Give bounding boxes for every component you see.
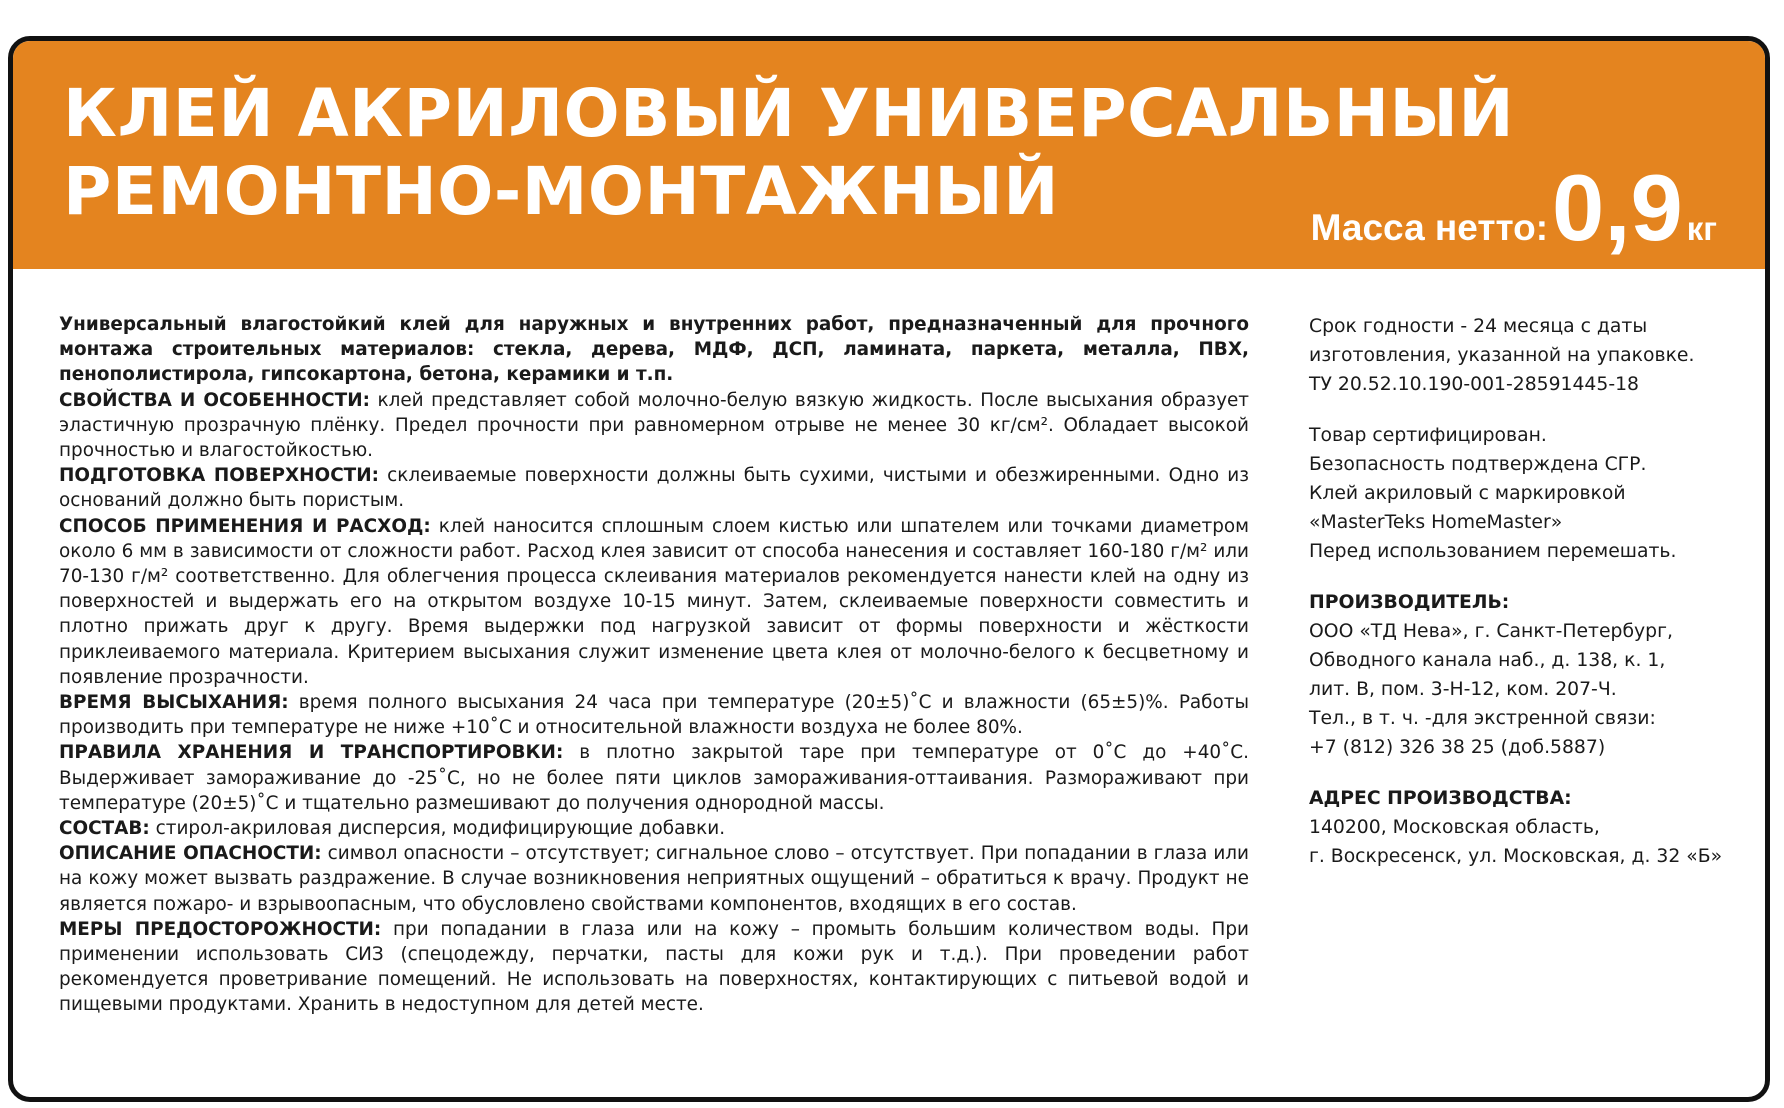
description-intro: Универсальный влагостойкий клей для наружных и внутренних работ, предназначенный для прочного монтажа строительных материалов: стекла, дерева, МДФ, ДСП, ламината, паркета, металла, ПВХ, пенополистирола, гипсокартона, бетона, керамики и т.п.: [59, 314, 1249, 386]
production-address-line-2: г. Воскресенск, ул. Московская, д. 32 «Б»: [1309, 846, 1723, 867]
spacer: [1309, 762, 1739, 784]
section-text: склеиваемые поверхности должны быть сухими, чистыми и обезжиренными. Одно из оснований должно быть пористым.: [59, 465, 1249, 512]
section-text: стирол-акриловая дисперсия, модифицирующие добавки.: [149, 818, 726, 840]
section-storage: [59, 740, 1249, 816]
section-text: клей представляет собой молочно-белую вязкую жидкость. После высыхания образует эластичную прозрачную плёнку. Предел прочности при равномерном отрыве не менее 30 кг/см². Обладает высокой прочностью и влагостойкостью.: [59, 389, 1249, 462]
product-title: [63, 75, 1514, 231]
net-mass-label: Масса нетто:: [1310, 207, 1549, 248]
section-text: время полного высыхания 24 часа при температуре (20±5)˚С и влажности (65±5)%. Работы производить при температуре не ниже +10˚С и относительной влажности воздуха не более 80%.: [59, 692, 1249, 739]
cert-line-3: Клей акриловый с маркировкой: [1309, 483, 1626, 504]
section-heading: СОСТАВ:: [59, 818, 150, 840]
section-composition: [59, 816, 1249, 841]
section-text: при попадании в глаза или на кожу – промыть большим количеством воды. При применении использовать СИЗ (спецодежду, перчатки, пасты для кожи рук и т.д.). При проведении работ рекомендуется проветривание помещений. Не использовать на поверхностях, контактирующих с питьевой водой и пищевыми продуктами. Хранить в недоступном для детей месте.: [59, 918, 1250, 1016]
production-address-line-1: 140200, Московская область,: [1309, 817, 1600, 838]
net-mass: [1310, 155, 1717, 260]
net-mass-value: 0,9: [1552, 155, 1683, 260]
manufacturer-line-1: ООО «ТД Нева», г. Санкт-Петербург,: [1309, 621, 1673, 642]
section-hazard: [59, 841, 1249, 917]
section-text: в плотно закрытой таре при температуре от 0˚С до +40˚С. Выдерживает замораживание до -25˚С, но не более пяти циклов замораживания-оттаивания. Размораживают при температуре (20±5)˚С и тщательно размешивают до получения однородной массы.: [59, 742, 1249, 814]
product-label: [8, 36, 1770, 1102]
section-heading: ОПИСАНИЕ ОПАСНОСТИ:: [59, 843, 322, 865]
manufacturer-line-4: Тел., в т. ч. -для экстренной связи:: [1309, 708, 1656, 729]
section-text: символ опасности – отсутствует; сигнальное слово – отсутствует. При попадании в глаза или на кожу может вызвать раздражение. В случае возникновения неприятных ощущений – обратиться к врачу. Продукт не является пожаро- и взрывоопасным, что обусловлено свойствами компонентов, входящих в его состав.: [59, 843, 1249, 915]
manufacturer-phone: +7 (812) 326 38 25 (доб.5887): [1309, 737, 1606, 758]
manufacturer-line-2: Обводного канала наб., д. 138, к. 1,: [1309, 650, 1666, 671]
shelf-life-line-1: Срок годности - 24 месяца с даты: [1309, 316, 1648, 337]
net-mass-unit: кг: [1686, 210, 1717, 247]
section-precautions: [59, 917, 1249, 1018]
section-properties: [59, 388, 1249, 464]
section-heading: ПРАВИЛА ХРАНЕНИЯ И ТРАНСПОРТИРОВКИ:: [59, 742, 564, 764]
production-address-heading: АДРЕС ПРОИЗВОДСТВА:: [1309, 788, 1572, 809]
section-heading: ВРЕМЯ ВЫСЫХАНИЯ:: [59, 692, 289, 714]
manufacturer-heading: ПРОИЗВОДИТЕЛЬ:: [1309, 592, 1510, 613]
section-heading: ПОДГОТОВКА ПОВЕРХНОСТИ:: [59, 465, 379, 487]
title-line-2: РЕМОНТНО-МОНТАЖНЫЙ: [63, 153, 1060, 230]
shelf-life-line-2: изготовления, указанной на упаковке.: [1309, 345, 1695, 366]
spacer: [1309, 566, 1739, 588]
section-text: клей наносится сплошным слоем кистью или шпателем или точками диаметром около 6 мм в зависимости от сложности работ. Расход клея зависит от способа нанесения и составляет 160-180 г/м² или 70-130 г/м² соответственно. Для облегчения процесса склеивания материалов рекомендуется нанести клей на одну из поверхностей и выдержать его на открытом воздухе 10-15 минут. Затем, склеиваемые поверхности совместить и плотно прижать друг к другу. Время выдержки под нагрузкой зависит от формы поверхности и жёсткости приклеиваемого материала. Критерием высыхания служит изменение цвета клея от молочно-белого к бесцветному и появление прозрачности.: [59, 515, 1250, 688]
section-surface-prep: [59, 463, 1249, 513]
section-heading: МЕРЫ ПРЕДОСТОРОЖНОСТИ:: [59, 918, 382, 940]
spacer: [1309, 399, 1739, 421]
title-line-1: КЛЕЙ АКРИЛОВЫЙ УНИВЕРСАЛЬНЫЙ: [63, 75, 1515, 152]
side-info: [1309, 312, 1739, 871]
cert-line-4: «MasterTeks HomeMaster»: [1309, 512, 1563, 533]
cert-line-2: Безопасность подтверждена СГР.: [1309, 454, 1647, 475]
cert-line-1: Товар сертифицирован.: [1309, 425, 1547, 446]
tech-spec-number: ТУ 20.52.10.190-001-28591445-18: [1309, 374, 1640, 395]
description: [59, 312, 1249, 1018]
section-heading: СПОСОБ ПРИМЕНЕНИЯ И РАСХОД:: [59, 515, 431, 537]
section-heading: СВОЙСТВА И ОСОБЕННОСТИ:: [59, 389, 370, 411]
header-band: [13, 41, 1765, 269]
section-application: [59, 514, 1249, 690]
manufacturer-line-3: лит. В, пом. 3-Н-12, ком. 207-Ч.: [1309, 679, 1617, 700]
section-drying-time: [59, 690, 1249, 740]
cert-line-5: Перед использованием перемешать.: [1309, 541, 1677, 562]
